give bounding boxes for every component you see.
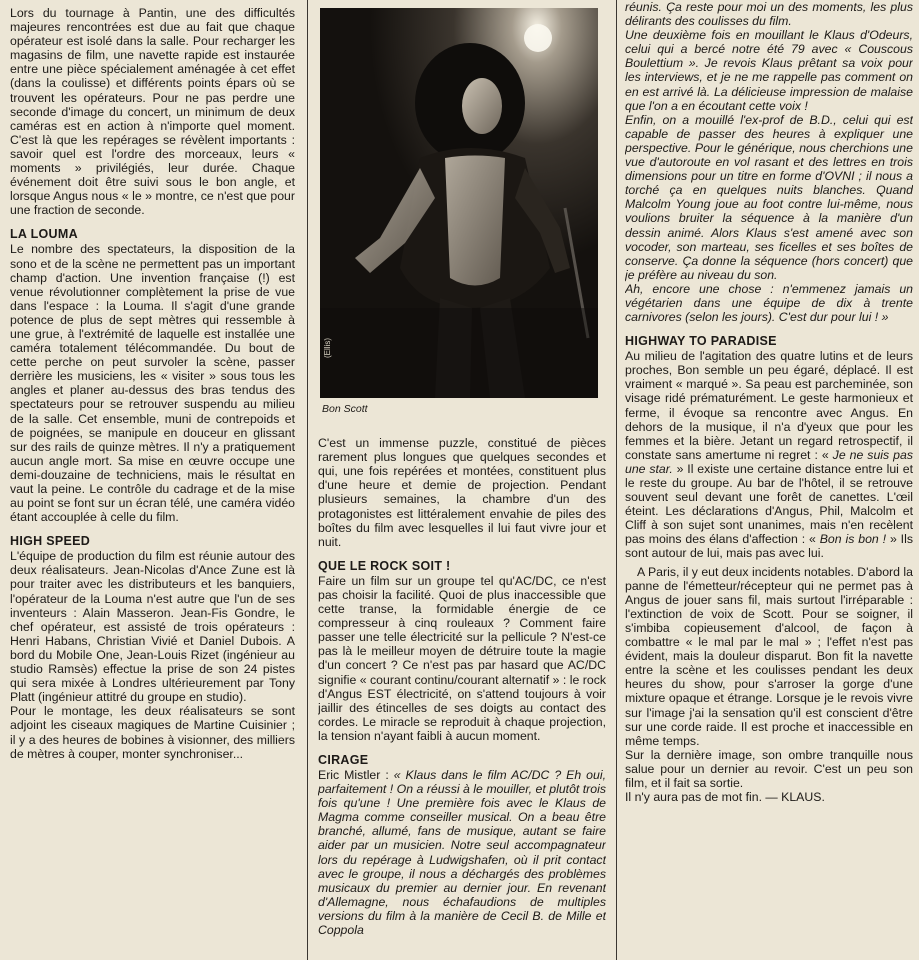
quote-continuation-1: réunis. Ça reste pour moi un des moments, les plus délirants des coulisses du film. <box>625 0 913 29</box>
section-heading-highway: HIGHWAY TO PARADISE <box>625 334 777 349</box>
highway-paragraph-2: A Paris, il y eut deux incidents notables. D'abord la panne de l'émetteur/récepteur qui ne permet pas à Angus de jouer sans fil, mais surtout l'irréparable : l'extinction de voix de Scott. Pour se soigner, il s'imbiba copieusement d'alcool, de façon à combattre « le mal par le mal » ; l'effet n'est pas évident, mais la douleur disparut. Bon fit la navette entre la scène et les coulisses pendant les deux heures du show, pour s'arroser la gorge d'une mixture opaque et étrange. Lorsque je le revois vivre sur l'image j'ai la sensation qu'il est conscient d'être sur une corde raide. Il est proche et inaccessible en même temps. <box>625 564 913 748</box>
article-column-2 <box>318 0 606 937</box>
highway-paragraph-3: Sur la dernière image, son ombre tranquille nous salue pour un dernier au revoir. C'est un peu son film, et il fait sa sortie. <box>625 747 913 790</box>
quote-continuation-4: Ah, encore une chose : n'emmenez jamais un végétarien dans une équipe de dix à trente carnivores (selon les jours). C'est dur pour lui ! » <box>625 281 913 325</box>
cirage-speaker: Eric Mistler : <box>318 767 394 782</box>
column-divider <box>616 0 617 960</box>
highway-quote-star: Je ne suis pas une star. <box>625 447 913 476</box>
section-heading-la-louma: LA LOUMA <box>10 227 78 242</box>
section-heading-cirage: CIRAGE <box>318 752 369 767</box>
article-column-1 <box>10 6 295 761</box>
cirage-paragraph <box>318 768 606 937</box>
puzzle-paragraph: C'est un immense puzzle, constitué de pièces rarement plus longues que quelques secondes et qui, une fois repérées et montées, constituent plus d'une heure et demie de projection. Pendant plusieurs semaines, la chambre d'un des protagonistes est littéralement envahie de piles des boîtes du film avec lesquelles il lui faut vivre jour et nuit. <box>318 436 606 549</box>
montage-paragraph: Pour le montage, les deux réalisateurs se sont adjoint les ciseaux magiques de Martine Cuisinier ; il y a des heures de bobines à visionner, des milliers de mètres à couper, monter synchroniser... <box>10 704 295 761</box>
section-heading-rock: QUE LE ROCK SOIT ! <box>318 558 451 573</box>
rock-paragraph: Faire un film sur un groupe tel qu'AC/DC, ce n'est pas choisir la facilité. Quoi de plus inaccessible que cette transe, la formidable énergie de ce compresseur à cinq rouleaux ? Comment faire passer une telle électricité sur la pellicule ? N'est-ce pas là le meilleur moyen de détruire toute la magie d'un concert ? Ce n'est pas par hasard que AC/DC signifie « courant continu/courant alternatif » : le rock d'Angus EST électricité, on s'attend toujours à voir jaillir des étincelles de ses doigts au contact des cordes. Le miracle se reproduit à chaque projection, la tension n'ayant faibli à aucun moment. <box>318 573 606 743</box>
intro-paragraph: Lors du tournage à Pantin, une des difficultés majeures rencontrées est due au fait que chaque opérateur est isolé dans la salle. Pour recharger les magasins de film, une navette rapide est instaurée entre une pièce spécialement aménagée à cet effet (dans la coulisse) et différents points épars où se trouvent les opérateurs. Pour ne pas perdre une seconde d'image du concert, un minimum de deux caméras est en action à n'importe quel moment. C'est là que les repérages se révèlent importants : savoir quel est l'ordre des morceaux, leurs « moments » privilégiés, leur durée. Chaque événement doit être suivi sous le bon angle, et lorsque Angus nous « le » montre, ce n'est que pour une fraction de seconde. <box>10 6 295 218</box>
concert-photo <box>320 8 598 398</box>
highway-text-part: » Ils sont autour de lui, mais pas avec lui. <box>625 532 913 561</box>
section-heading-high-speed: HIGH SPEED <box>10 534 91 549</box>
highway-text-part: Au milieu de l'agitation des quatre lutins et de leurs proches, Bon semble un peu égaré, déplacé. Il est vraiment « marqué ». Sa peau est parcheminée, son visage ridé prématurément. Le geste harmonieux et ferme, il évoque sa rencontre avec Angus. En dehors de la musique, il n'a d'yeux que pour les femmes et la bière. Jetant un regard retrospectif, il constate sans amertume ni regret : « <box>625 349 913 462</box>
cirage-quote: « Klaus dans le film AC/DC ? Eh oui, parfaitement ! On a réussi à le mouiller, et plutôt trois fois qu'une ! Une première fois avec le Klaus de Magma comme conseiller musical. On a beau être branché, allumé, fans de musique, autant se faire aider par un musicien. Notre seul accompagnateur lors du repérage à Ludwigshafen, où il prit contact avec le groupe, il nous a déchargés des problèmes musicaux du premier au dernier jour. En revenant d'Allemagne, nous échafaudions de multiples versions du film à la manière de Cecil B. de Mille et Coppola <box>318 767 606 937</box>
quote-continuation-2: Une deuxième fois en mouillant le Klaus d'Odeurs, celui qui a bercé notre été 79 avec « Couscous Boulettium ». Je revois Klaus prêtant sa voix pour les interviews, et je ne me rappelle pas comment on en est arrivé là. La délicieuse impression de malaise que l'on a en écoutant cette voix ! <box>625 28 913 113</box>
highway-paragraph-1 <box>625 349 913 560</box>
highway-quote-bon: Bon is bon ! <box>819 532 887 547</box>
singer-photo-illustration <box>320 8 598 398</box>
article-column-3 <box>625 0 913 804</box>
louma-paragraph: Le nombre des spectateurs, la disposition de la sono et de la scène ne permettent pas un important champ d'action. Une invention française (!) est venue révolutionner complètement la prise de vue dans l'espace : la Louma. Il s'agit d'une grande potence de plus de sept mètres qui ressemble à une grue, à l'extrémité de laquelle est installée une caméra totalement télécommandée. Du bout de cette perche on peut survoler la scène, passer derrière les musiciens, les « visiter » sous tous les angles et planer au-dessus des bras tendus des spectateurs pour se retrouver suspendu au milieu de la salle. Cet ensemble, muni de contrepoids et de poignées, se manipule en douceur en glissant sur des rails de quinze mètres. Il n'y a pratiquement aucun angle mort. Sa mise en œuvre occupe une demi-douzaine de techniciens, mais le résultat en vaut la peine. Le contrôle du cadrage et de la mise au point se font sur un écran télé, une caméra vidéo étant accouplée à celle du film. <box>10 242 295 525</box>
highway-text-part: » Il existe une certaine distance entre lui et le reste du groupe. Au bar de l'hôtel, il se retrouve souvent seul devant une forêt de canettes. L'œil éteint. Les déclarations d'Angus, Phil, Malcolm et Cliff à son sujet sont unanimes, mais n'en recèlent pas moins des élans d'affection : « <box>625 461 913 547</box>
photo-caption: Bon Scott <box>322 403 368 415</box>
column-divider <box>307 0 308 960</box>
photo-credit: (Ellis) <box>323 338 332 358</box>
article-signature: Il n'y aura pas de mot fin. — KLAUS. <box>625 790 825 805</box>
quote-continuation-3: Enfin, on a mouillé l'ex-prof de B.D., celui qui est capable de passer des heures à expliquer une perspective. Pour le générique, nous cherchions une vue d'autoroute en vol rasant et des lettres en trois dimensions pour un titre en forme d'OVNI ; il nous a torché ça en quelques nuits blanches. Quand Malcolm Young joue au foot contre lui-même, nous voulions bruiter la séquence à la manière d'un dessin animé. Alors Klaus s'est amené avec son vocoder, son marteau, ses ficelles et ses boîtes de conserve. Ça donne la séquence (hors concert) que je préfère au niveau du son. <box>625 112 913 282</box>
high-speed-paragraph: L'équipe de production du film est réunie autour des deux réalisateurs. Jean-Nicolas d'Ance Zune est là pour traiter avec les distributeurs et les banquiers, l'opérateur de la Louma n'est autre que l'un de ses inventeurs : Alain Masseron. Jean-Fis Gondre, le chef opérateur, est assisté de trois opérateurs : Henri Habans, Christian Vivié et Daniel Dubois. A bord du Mobile One, Jean-Louis Rizet (ingénieur au studio Ramsès) effectue la prise de son 24 pistes qui sera mixée à Londres ultérieurement par Tony Platt (ingénieur attitré du groupe en studio). <box>10 549 295 705</box>
